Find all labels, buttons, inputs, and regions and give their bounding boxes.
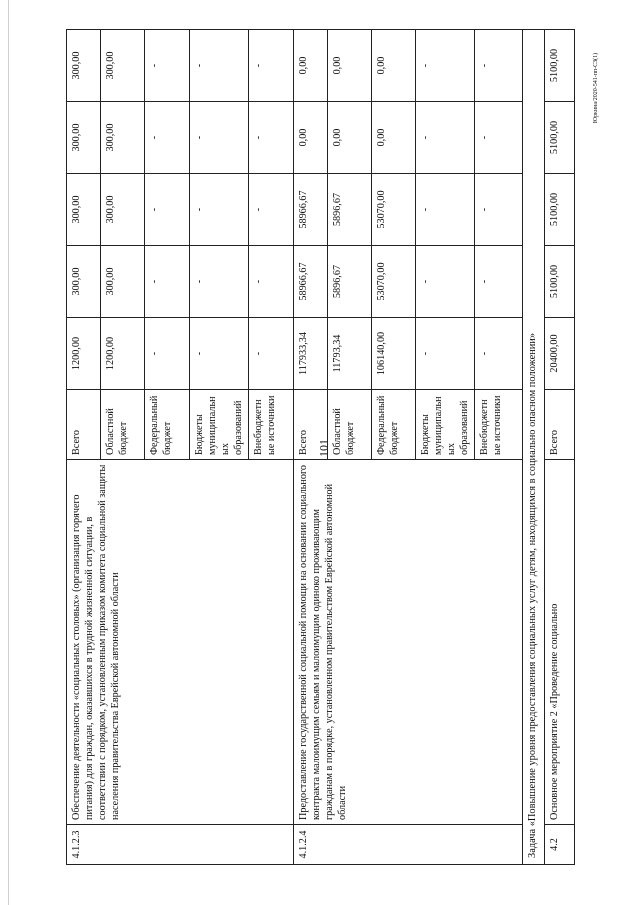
table-row: [67, 30, 101, 865]
value-cell: -: [190, 102, 249, 174]
value-cell: 300,00: [101, 30, 145, 102]
value-cell: 58966,67: [294, 174, 328, 246]
value-cell: -: [145, 246, 190, 318]
value-cell: 0,00: [294, 30, 328, 102]
value-cell: -: [145, 174, 190, 246]
rotated-page: [66, 0, 580, 865]
value-cell: -: [249, 30, 294, 102]
value-cell: 0,00: [328, 30, 372, 102]
value-cell: -: [416, 318, 475, 390]
source-cell: Внебюджетные источники: [475, 390, 523, 460]
value-cell: 0,00: [294, 102, 328, 174]
row-code: 4.1.2.3: [67, 825, 294, 865]
source-cell: Всего: [545, 390, 575, 460]
value-cell: -: [475, 246, 523, 318]
value-cell: 5100,00: [545, 246, 575, 318]
value-cell: -: [416, 30, 475, 102]
value-cell: -: [416, 102, 475, 174]
value-cell: 11793,34: [328, 318, 372, 390]
row-description: Предоставление государственной социальной помощи на основании социального контракта малоимущим семьям и малоимущим одиноко проживающим гражданам в порядке, установленном правительством Еврейской автономной области: [294, 460, 523, 825]
page-number: 101: [316, 439, 331, 457]
row-description: Основное мероприятие 2 «Проведение социально: [545, 460, 575, 825]
value-cell: -: [249, 318, 294, 390]
source-cell: Всего: [294, 390, 328, 460]
source-cell: Внебюджетные источники: [249, 390, 294, 460]
value-cell: -: [475, 30, 523, 102]
value-cell: -: [190, 246, 249, 318]
value-cell: 5896,67: [328, 246, 372, 318]
value-cell: -: [145, 318, 190, 390]
source-cell: Федеральный бюджет: [145, 390, 190, 460]
source-cell: Бюджеты муниципальных образований: [190, 390, 249, 460]
value-cell: -: [475, 102, 523, 174]
source-cell: Бюджеты муниципальных образований: [416, 390, 475, 460]
value-cell: -: [416, 174, 475, 246]
value-cell: 0,00: [372, 30, 416, 102]
value-cell: 0,00: [372, 102, 416, 174]
table-row: [545, 30, 575, 865]
value-cell: -: [190, 30, 249, 102]
value-cell: 20400,00: [545, 318, 575, 390]
value-cell: 0,00: [328, 102, 372, 174]
value-cell: 5100,00: [545, 102, 575, 174]
task-heading: Задача «Повышение уровня предоставления социальных услуг детям, находящимся в социально опасном положении»: [523, 30, 545, 865]
value-cell: 300,00: [67, 102, 101, 174]
source-cell: Федеральный бюджет: [372, 390, 416, 460]
value-cell: 106140,00: [372, 318, 416, 390]
value-cell: -: [249, 174, 294, 246]
value-cell: 53070,00: [372, 246, 416, 318]
value-cell: -: [145, 30, 190, 102]
value-cell: 5100,00: [545, 30, 575, 102]
value-cell: -: [249, 246, 294, 318]
row-code: 4.2: [545, 825, 575, 865]
value-cell: 1200,00: [101, 318, 145, 390]
source-cell: Областной бюджет: [101, 390, 145, 460]
value-cell: 300,00: [67, 174, 101, 246]
document-body: [66, 0, 580, 865]
value-cell: 300,00: [101, 102, 145, 174]
value-cell: -: [416, 246, 475, 318]
value-cell: -: [190, 318, 249, 390]
value-cell: -: [145, 102, 190, 174]
value-cell: 5100,00: [545, 174, 575, 246]
row-code: 4.1.2.4: [294, 825, 523, 865]
value-cell: 58966,67: [294, 246, 328, 318]
document-code: Юркина/2020-541-пп-СЗ(1): [593, 52, 599, 124]
value-cell: -: [190, 174, 249, 246]
value-cell: 117933,34: [294, 318, 328, 390]
source-cell: Областной бюджет: [328, 390, 372, 460]
value-cell: 300,00: [101, 174, 145, 246]
task-row: [523, 30, 545, 865]
value-cell: -: [475, 318, 523, 390]
source-cell: Всего: [67, 390, 101, 460]
value-cell: 5896,67: [328, 174, 372, 246]
value-cell: -: [249, 102, 294, 174]
value-cell: 1200,00: [67, 318, 101, 390]
row-description: Обеспечение деятельности «социальных столовых» (организация горячего питания) для граждан, оказавшихся в трудной жизненной ситуации, в соответствии с порядком, установленным приказом комитета социальной защиты населения правительства Еврейской автономной области: [67, 460, 294, 825]
value-cell: 53070,00: [372, 174, 416, 246]
table-row: [294, 30, 328, 865]
value-cell: 300,00: [101, 246, 145, 318]
value-cell: 300,00: [67, 30, 101, 102]
funding-table: [66, 29, 575, 865]
value-cell: 300,00: [67, 246, 101, 318]
scan-edge-line: [8, 0, 9, 905]
value-cell: -: [475, 174, 523, 246]
